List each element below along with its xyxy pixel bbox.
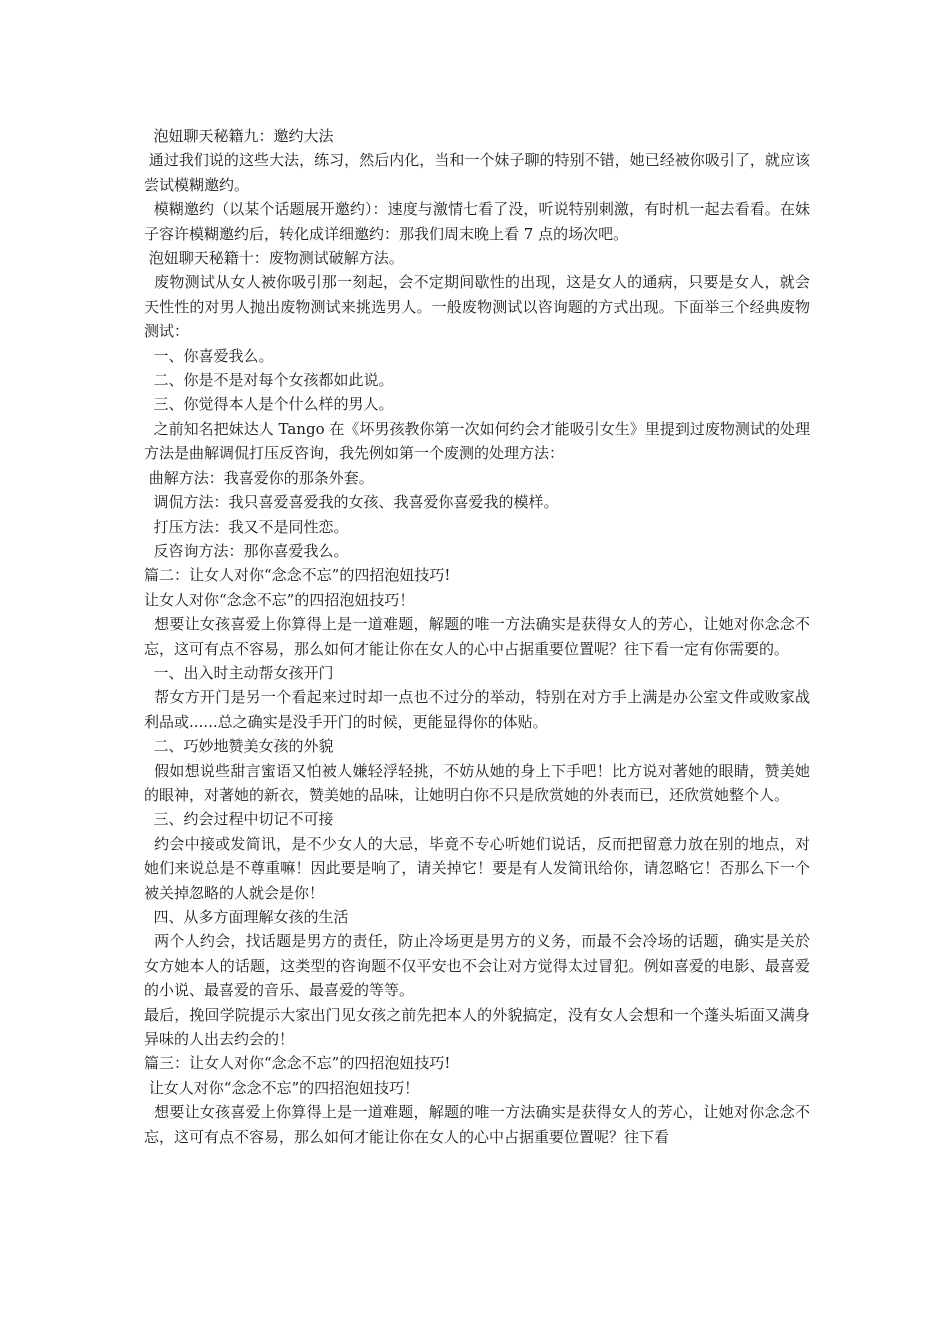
paragraph: 假如想说些甜言蜜语又怕被人嫌轻浮轻挑，不妨从她的身上下手吧！比方说对著她的眼睛，赞美她的眼神，对著她的新衣，赞美她的品味，让她明白你不只是欣赏她的外表而已，还欣赏她整个人。 (144, 761, 810, 804)
paragraph: 约会中接或发简讯，是不少女人的大忌，毕竟不专心听她们说话，反而把留意力放在别的地点，对她们来说总是不尊重嘛！因此要是响了，请关掉它！要是有人发简讯给你，请忽略它！否那么下一个被关掉忽略的人就会是你！ (144, 834, 810, 902)
paragraph: 调侃方法：我只喜爱喜爱我的女孩、我喜爱你喜爱我的模样。 (144, 493, 559, 512)
list-item: 二、你是不是对每个女孩都如此说。 (144, 371, 394, 390)
section-subtitle: 让女人对你“念念不忘”的四招泡妞技巧！ (144, 590, 415, 609)
list-heading: 一、出入时主动帮女孩开门 (144, 663, 334, 682)
paragraph: 想要让女孩喜爱上你算得上是一道难题，解题的唯一方法确实是获得女人的芳心，让她对你念念不忘，这可有点不容易，那么如何才能让你在女人的心中占据重要位置呢？往下看 (144, 1103, 810, 1146)
paragraph: 帮女方开门是另一个看起来过时却一点也不过分的举动，特别在对方手上满是办公室文件或败家战利品或......总之确实是没手开门的时候，更能显得你的体贴。 (144, 688, 810, 731)
paragraph: 废物测试从女人被你吸引那一刻起，会不定期间歇性的出现，这是女人的通病，只要是女人，就会天性性的对男人抛出废物测试来挑选男人。一般废物测试以咨询题的方式出现。下面举三个经典废物测试： (144, 273, 810, 341)
paragraph-heading-tip-10: 泡妞聊天秘籍十：废物测试破解方法。 (144, 249, 404, 268)
document-body (144, 124, 810, 1149)
paragraph: 想要让女孩喜爱上你算得上是一道难题，解题的唯一方法确实是获得女人的芳心，让她对你念念不忘，这可有点不容易，那么如何才能让你在女人的心中占据重要位置呢？往下看一定有你需要的。 (144, 615, 810, 658)
section-heading-part-2: 篇二：让女人对你“念念不忘”的四招泡妞技巧! (144, 566, 451, 585)
paragraph: 通过我们说的这些大法，练习，然后内化，当和一个妹子聊的特别不错，她已经被你吸引了，就应该尝试模糊邀约。 (144, 151, 810, 194)
list-heading: 三、约会过程中切记不可接 (144, 810, 334, 829)
section-subtitle: 让女人对你“念念不忘”的四招泡妞技巧！ (144, 1078, 420, 1097)
paragraph: 模糊邀约（以某个话题展开邀约）：速度与激情七看了没，听说特别刺激，有时机一起去看看。在妹子容许模糊邀约后，转化成详细邀约：那我们周末晚上看 7 点的场次吧。 (144, 200, 810, 243)
paragraph: 反咨询方法：那你喜爱我么。 (144, 541, 349, 560)
paragraph: 最后，挽回学院提示大家出门见女孩之前先把本人的外貌搞定，没有女人会想和一个蓬头垢面又满身异味的人出去约会的！ (144, 1005, 810, 1049)
paragraph: 两个人约会，找话题是男方的责任，防止冷场更是男方的义务，而最不会冷场的话题，确实是关於女方她本人的话题，这类型的咨询题不仅平安也不会让对方觉得太过冒犯。例如喜爱的电影、最喜爱的小说、最喜爱的音乐、最喜爱的等等。 (144, 932, 810, 1000)
list-item: 三、你觉得本人是个什么样的男人。 (144, 395, 394, 414)
list-heading: 二、巧妙地赞美女孩的外貌 (144, 737, 334, 756)
list-item: 一、你喜爱我么。 (144, 346, 274, 365)
list-heading: 四、从多方面理解女孩的生活 (144, 908, 349, 926)
section-heading-part-3: 篇三：让女人对你“念念不忘”的四招泡妞技巧! (144, 1054, 451, 1073)
paragraph-heading-tip-9: 泡妞聊天秘籍九：邀约大法 (144, 127, 334, 145)
paragraph: 之前知名把妹达人 Tango 在《坏男孩教你第一次如何约会才能吸引女生》里提到过废物测试的处理方法是曲解调侃打压反咨询，我先例如第一个废测的处理方法： (144, 419, 810, 463)
paragraph: 曲解方法：我喜爱你的那条外套。 (144, 468, 374, 487)
paragraph: 打压方法：我又不是同性恋。 (144, 517, 349, 536)
